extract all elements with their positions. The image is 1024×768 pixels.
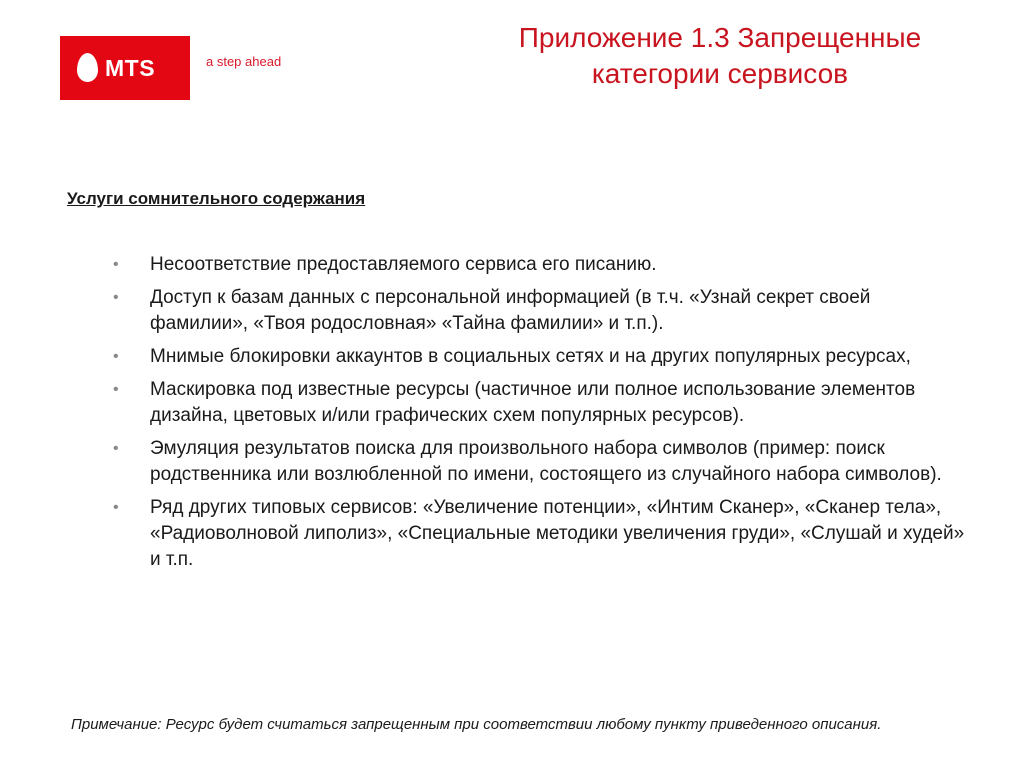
list-item	[113, 344, 973, 370]
list-item-text: Несоответствие предоставляемого сервиса его писанию.	[150, 254, 657, 275]
mts-egg-icon	[77, 53, 98, 82]
list-item-text: Маскировка под известные ресурсы (частичное или полное использование элементов дизайна, цветовых и/или графических схем популярных ресурсов).	[150, 379, 916, 426]
list-item-text: Доступ к базам данных с персональной информацией (в т.ч. «Узнай секрет своей фамилии», «Твоя родословная» «Тайна фамилии» и т.п.).	[150, 287, 871, 334]
page-title-line-1: Приложение 1.3 Запрещенные	[518, 22, 922, 53]
bullet-icon: •	[113, 499, 119, 516]
list-item-text: Мнимые блокировки аккаунтов в социальных сетях и на других популярных ресурсах,	[150, 346, 911, 367]
list-item	[113, 436, 973, 488]
list-item-text: Эмуляция результатов поиска для произвольного набора символов (пример: поиск родственника или возлюбленной по имени, состоящего из случайного набора символов).	[150, 438, 942, 485]
mts-logo	[60, 36, 190, 100]
list-item	[113, 495, 973, 573]
bullet-icon: •	[113, 440, 119, 457]
bullet-icon: •	[113, 256, 119, 273]
list-item	[113, 252, 973, 278]
bullet-list	[113, 252, 973, 580]
bullet-icon: •	[113, 381, 119, 398]
section-heading: Услуги сомнительного содержания	[67, 189, 366, 208]
bullet-icon: •	[113, 348, 119, 365]
logo-text: MTS	[105, 55, 156, 81]
list-item-text: Ряд других типовых сервисов: «Увеличение потенции», «Интим Сканер», «Сканер тела», «Радиоволновой липолиз», «Специальные методики увеличения груди», «Слушай и худей» и т.п.	[150, 497, 965, 570]
page-title	[470, 20, 970, 92]
list-item	[113, 285, 973, 337]
list-item	[113, 377, 973, 429]
page-title-line-2: категории сервисов	[591, 58, 849, 89]
footnote: Примечание: Ресурс будет считаться запрещенным при соответствии любому пункту приведенного описания.	[71, 716, 882, 733]
brand-tagline: a step ahead	[206, 54, 282, 69]
bullet-icon: •	[113, 289, 119, 306]
